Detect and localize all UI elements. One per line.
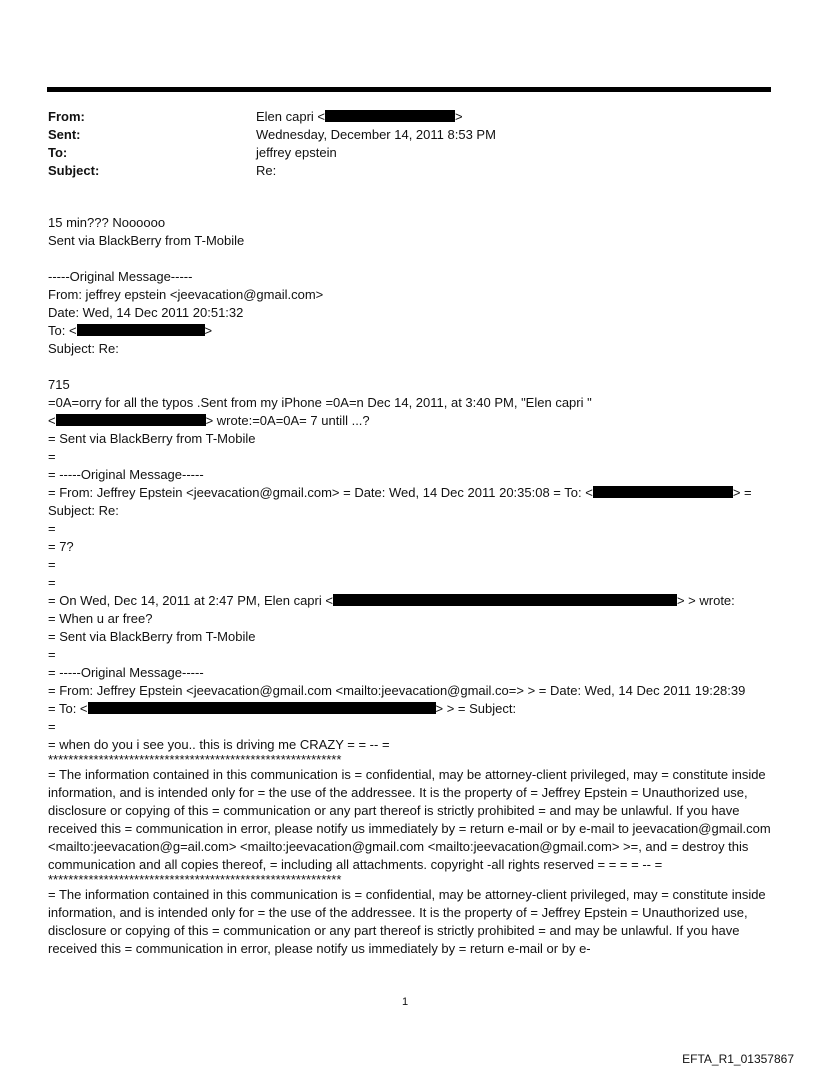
body-line: = From: Jeffrey Epstein <jeevacation@gmail.com <mailto:jeevacation@gmail.co=> > = Date: Wed, 14 Dec 2011 19:28:39 — [48, 683, 746, 698]
email-body — [48, 214, 772, 958]
body-line: = — [48, 647, 56, 662]
body-line: 15 min??? Noooooo — [48, 215, 166, 230]
page-number: 1 — [402, 996, 409, 1008]
body-line: = Sent via BlackBerry from T-Mobile — [48, 431, 256, 446]
body-line: =0A=orry for all the typos .Sent from my iPhone =0A=n Dec 14, 2011, at 3:40 PM, "Elen capri " — [48, 395, 592, 410]
separator-stars: ********************************************************** — [48, 872, 342, 887]
body-line: Sent via BlackBerry from T-Mobile — [48, 233, 245, 248]
body-line: = From: Jeffrey Epstein <jeevacation@gmail.com> = Date: Wed, 14 Dec 2011 20:35:08 = To: < > = — [48, 485, 752, 500]
redaction-bar — [333, 594, 677, 606]
body-line: To: < > — [48, 323, 213, 338]
from-label: From: — [48, 109, 85, 124]
body-line: = Sent via BlackBerry from T-Mobile — [48, 629, 256, 644]
body-line: Subject: Re: — [48, 503, 119, 518]
to-label: To: — [48, 145, 68, 160]
body-line: = -----Original Message----- — [48, 467, 204, 482]
body-line: Date: Wed, 14 Dec 2011 20:51:32 — [48, 305, 244, 320]
body-line: Subject: Re: — [48, 341, 119, 356]
body-line: From: jeffrey epstein <jeevacation@gmail.com> — [48, 287, 324, 302]
body-line: = -----Original Message----- — [48, 665, 204, 680]
body-line: = — [48, 449, 56, 464]
body-line: -----Original Message----- — [48, 269, 193, 284]
disclaimer-paragraph: = The information contained in this communication is = confidential, may be attorney-client privileged, may = constitute inside information, and is intended only for = the use of the addressee. It is the property of = Jeffrey Epstein = Unauthorized use, disclosure or copying of this = communication or any part thereof is strictly prohibited = and may be unlawful. If you have received this = communication in error, please notify us immediately by = return e-mail or by e- — [48, 887, 766, 956]
body-line: < > wrote:=0A=0A= 7 untill ...? — [48, 413, 370, 428]
from-value: Elen capri < > — [256, 109, 463, 124]
body-line: = On Wed, Dec 14, 2011 at 2:47 PM, Elen capri < > > wrote: — [48, 593, 735, 608]
subject-label: Subject: — [48, 163, 100, 178]
redaction-bar — [593, 486, 733, 498]
body-line: = When u ar free? — [48, 611, 153, 626]
redaction-bar — [56, 414, 206, 426]
redaction-bar — [77, 324, 205, 336]
body-line: 715 — [48, 377, 70, 392]
disclaimer-paragraph: = The information contained in this communication is = confidential, may be attorney-client privileged, may = constitute inside information, and is intended only for = the use of the addressee. It is the property of = Jeffrey Epstein = Unauthorized use, disclosure or copying of this = communication or any part thereof is strictly prohibited = and may be unlawful. If you have received this = communication in error, please notify us immediately by = return e-mail or by e-mail to jeevacation@gmail.com <mailto:jeevacation@g=ail.com> <mailto:jeevacation@gmail.com <mailto:jeevacation@gmail.com> >=, and = destroy this communication and all copies thereof, = including all attachments. copyright -all rights reserved = = = = -- = — [48, 767, 771, 872]
subject-value: Re: — [256, 163, 277, 178]
to-value: jeffrey epstein — [256, 145, 337, 160]
sent-value: Wednesday, December 14, 2011 8:53 PM — [256, 127, 496, 142]
body-line: = — [48, 521, 56, 536]
bates-number: EFTA_R1_01357867 — [682, 1052, 794, 1066]
body-line: = To: < > > = Subject: — [48, 701, 517, 716]
redaction-bar — [88, 702, 436, 714]
body-line: = — [48, 719, 56, 734]
sent-label: Sent: — [48, 127, 81, 142]
body-line: = 7? — [48, 539, 74, 554]
redaction-bar — [325, 110, 455, 122]
header-rule — [47, 87, 771, 92]
body-line: = — [48, 575, 56, 590]
body-line: = when do you i see you.. this is driving me CRAZY = = -- = — [48, 737, 390, 752]
separator-stars: ********************************************************** — [48, 752, 342, 767]
body-line: = — [48, 557, 56, 572]
